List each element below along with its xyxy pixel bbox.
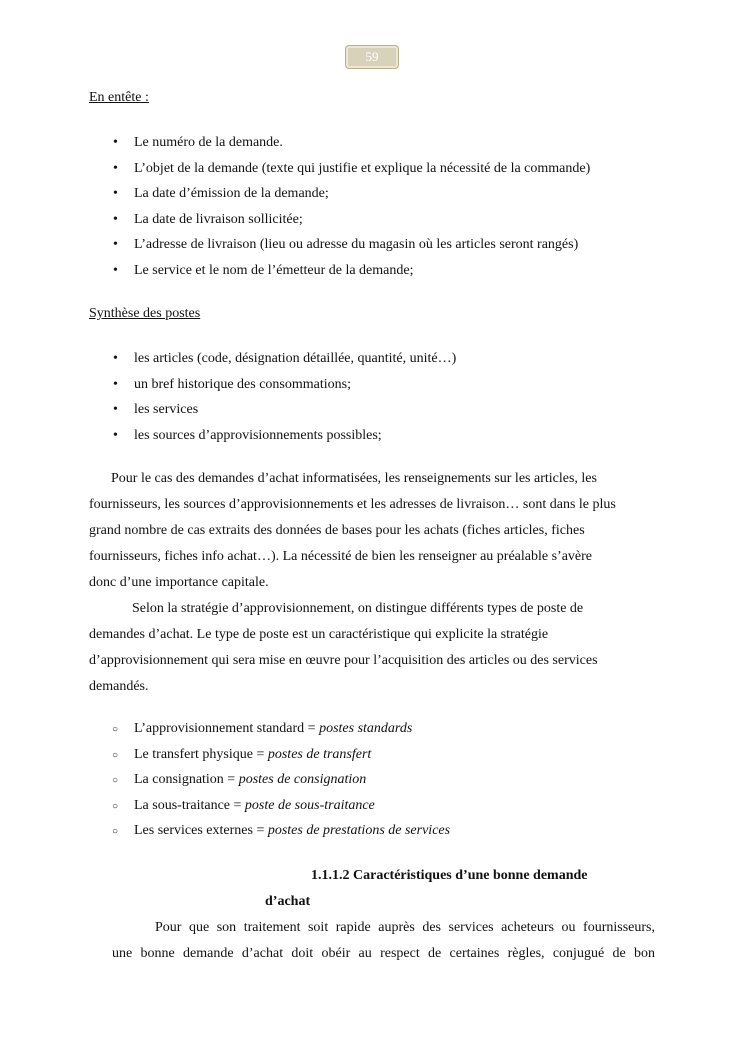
- list-item: • La date de livraison sollicitée;: [0, 207, 590, 233]
- synthesis-items-list: [0, 346, 456, 448]
- synthesis-section-label: Synthèse des postes: [89, 306, 201, 321]
- list-item: • Le service et le nom de l’émetteur de la demande;: [0, 258, 590, 284]
- list-item: • La date d’émission de la demande;: [0, 181, 590, 207]
- paragraph-post-types: Selon la stratégie d’approvisionnement, on distingue différents types de poste de demandes d’achat. Le type de poste est un caractéristique qui explicite la stratégie d’approvisionnement qui sera mise en œuvre pour l’acquisition des articles ou des services demandés.: [89, 601, 598, 694]
- list-item: • Le numéro de la demande.: [0, 130, 590, 156]
- paragraph-good-request-line-2: une bonne demande d’achat doit obéir au respect de certaines règles, conjugué de bon: [112, 946, 655, 961]
- header-section-label: En entête :: [89, 90, 149, 105]
- subsection-heading-continued: d’achat: [265, 894, 311, 909]
- list-item: • les services: [0, 397, 456, 423]
- post-types-list: [0, 716, 450, 844]
- list-item: • un bref historique des consommations;: [0, 372, 456, 398]
- header-items-list: [0, 130, 590, 284]
- paragraph-informatised-requests: Pour le cas des demandes d’achat informatisées, les renseignements sur les articles, les fournisseurs, les sources d’approvisionnements et les adresses de livraison… sont dans le plus grand nombre de cas extraits des données de bases pour les achats (fiches articles, fiches fournisseurs, fiches info achat…). La nécessité de bien les renseigner au préalable s’avère donc d’une importance capitale.: [89, 471, 616, 590]
- subsection-heading: 1.1.1.2 Caractéristiques d’une bonne demande: [311, 868, 588, 883]
- list-item: • les articles (code, désignation détaillée, quantité, unité…): [0, 346, 456, 372]
- list-item: ○ L’approvisionnement standard = postes standards: [0, 716, 450, 742]
- list-item: ○ La consignation = postes de consignation: [0, 767, 450, 793]
- list-item: • L’objet de la demande (texte qui justifie et explique la nécessité de la commande): [0, 156, 590, 182]
- list-item: ○ La sous-traitance = poste de sous-traitance: [0, 793, 450, 819]
- list-item: ○ Le transfert physique = postes de transfert: [0, 742, 450, 768]
- list-item: • L’adresse de livraison (lieu ou adresse du magasin où les articles seront rangés): [0, 232, 590, 258]
- list-item: • les sources d’approvisionnements possibles;: [0, 423, 456, 449]
- list-item: ○ Les services externes = postes de prestations de services: [0, 818, 450, 844]
- paragraph-good-request-line-1: Pour que son traitement soit rapide auprès des services acheteurs ou fournisseurs,: [155, 920, 655, 935]
- page-number: 59: [345, 45, 399, 69]
